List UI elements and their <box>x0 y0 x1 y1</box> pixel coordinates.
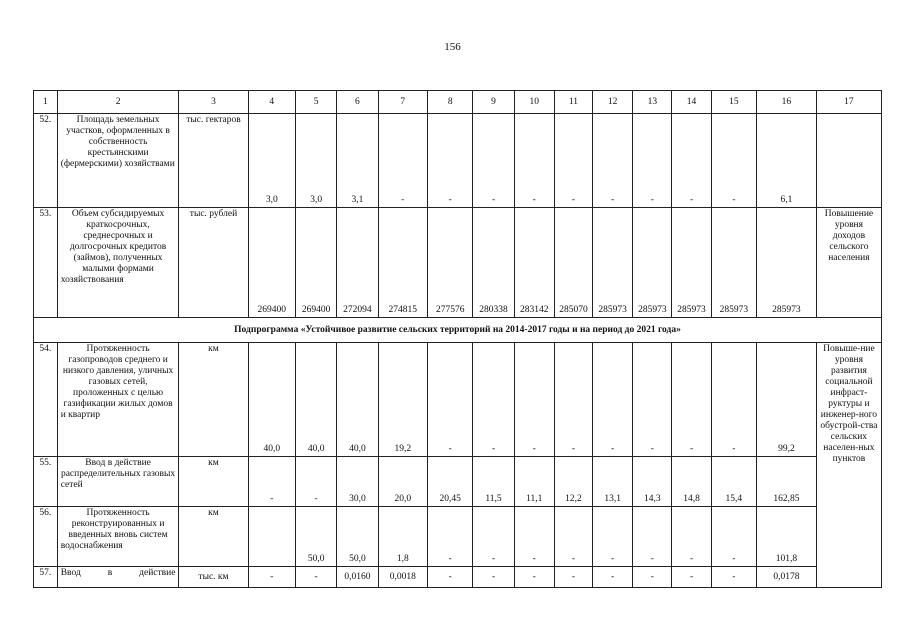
value-cell: - <box>593 343 633 457</box>
header-cell: 17 <box>816 91 881 114</box>
value-cell: 11,1 <box>514 457 554 507</box>
indicator-name: Ввод в действие распределительных газовых сетей <box>57 457 179 507</box>
header-cell: 3 <box>179 91 248 114</box>
header-cell: 14 <box>672 91 711 114</box>
value-cell: - <box>593 507 633 567</box>
value-cell: 285973 <box>593 208 633 318</box>
value-cell: - <box>711 343 756 457</box>
header-cell: 12 <box>593 91 633 114</box>
value-cell: 30,0 <box>337 457 378 507</box>
value-cell: - <box>473 343 514 457</box>
value-cell: 280338 <box>473 208 514 318</box>
value-cell: 269400 <box>248 208 295 318</box>
value-cell: - <box>428 567 473 588</box>
table-row <box>34 567 882 588</box>
value-cell: 285973 <box>633 208 672 318</box>
value-cell: - <box>711 567 756 588</box>
row-number: 54. <box>34 343 58 457</box>
unit-cell: тыс. гектаров <box>179 114 248 208</box>
value-cell: 283142 <box>514 208 554 318</box>
value-cell: - <box>554 343 592 457</box>
value-cell: - <box>473 567 514 588</box>
value-cell: 101,8 <box>757 507 817 567</box>
table-row <box>34 457 882 507</box>
value-cell: - <box>514 507 554 567</box>
header-cell: 16 <box>757 91 817 114</box>
value-cell: 285070 <box>554 208 592 318</box>
value-cell: - <box>593 114 633 208</box>
value-cell: - <box>473 507 514 567</box>
note-cell: Повышение уровня доходов сельского населения <box>816 208 881 318</box>
header-cell: 6 <box>337 91 378 114</box>
value-cell: 40,0 <box>248 343 295 457</box>
value-cell: - <box>633 114 672 208</box>
subprogram-title: Подпрограмма «Устойчивое развитие сельских территорий на 2014-2017 годы и на период до 2021 года» <box>34 318 882 343</box>
value-cell: 11,5 <box>473 457 514 507</box>
indicator-table <box>33 90 882 588</box>
value-cell: 1,8 <box>378 507 428 567</box>
unit-cell: тыс. рублей <box>179 208 248 318</box>
value-cell: - <box>428 507 473 567</box>
header-cell: 7 <box>378 91 428 114</box>
header-cell: 10 <box>514 91 554 114</box>
value-cell: 0,0018 <box>378 567 428 588</box>
unit-cell: км <box>179 457 248 507</box>
value-cell: 285973 <box>757 208 817 318</box>
value-cell: - <box>378 114 428 208</box>
value-cell: - <box>554 507 592 567</box>
value-cell: - <box>514 567 554 588</box>
table-row <box>34 507 882 567</box>
value-cell: 162,85 <box>757 457 817 507</box>
value-cell: - <box>296 567 337 588</box>
indicator-name: Ввод в действие <box>57 567 179 588</box>
value-cell: - <box>672 567 711 588</box>
value-cell: 285973 <box>672 208 711 318</box>
value-cell: - <box>711 507 756 567</box>
value-cell: - <box>633 567 672 588</box>
value-cell: 40,0 <box>337 343 378 457</box>
value-cell: 50,0 <box>337 507 378 567</box>
value-cell: 274815 <box>378 208 428 318</box>
value-cell <box>248 507 295 567</box>
header-cell: 5 <box>296 91 337 114</box>
value-cell: - <box>296 457 337 507</box>
value-cell: - <box>554 114 592 208</box>
value-cell: 3,1 <box>337 114 378 208</box>
indicator-name: Протяженность газопроводов среднего и низкого давления, уличных газовых сетей, проложенных с целью газификации жилых домов и квартир <box>57 343 179 457</box>
note-cell <box>816 114 881 208</box>
value-cell: 20,45 <box>428 457 473 507</box>
value-cell: 285973 <box>711 208 756 318</box>
value-cell: - <box>672 114 711 208</box>
value-cell: 15,4 <box>711 457 756 507</box>
table-row <box>34 343 882 457</box>
value-cell: - <box>672 507 711 567</box>
value-cell: 19,2 <box>378 343 428 457</box>
value-cell: 40,0 <box>296 343 337 457</box>
row-number: 53. <box>34 208 58 318</box>
page-number: 156 <box>444 41 461 53</box>
header-cell: 15 <box>711 91 756 114</box>
value-cell: 13,1 <box>593 457 633 507</box>
value-cell: - <box>711 114 756 208</box>
header-row <box>34 91 882 114</box>
note-cell-group: Повыше-ние уровня развития социальной инфраст-руктуры и инженер-ного обустрой-ства сельских населен-ных пунктов <box>816 343 881 588</box>
value-cell: - <box>428 114 473 208</box>
value-cell: 12,2 <box>554 457 592 507</box>
value-cell: 14,8 <box>672 457 711 507</box>
table-row <box>34 208 882 318</box>
value-cell: - <box>554 567 592 588</box>
value-cell: 0,0160 <box>337 567 378 588</box>
value-cell: - <box>473 114 514 208</box>
table-row <box>34 114 882 208</box>
value-cell: 3,0 <box>296 114 337 208</box>
value-cell: 50,0 <box>296 507 337 567</box>
value-cell: - <box>248 567 295 588</box>
value-cell: 3,0 <box>248 114 295 208</box>
value-cell: - <box>514 114 554 208</box>
value-cell: 20,0 <box>378 457 428 507</box>
value-cell: - <box>633 507 672 567</box>
indicator-name: Площадь земельных участков, оформленных в собственность крестьянскими (фермерскими) хозяйствами <box>57 114 179 208</box>
value-cell: - <box>593 567 633 588</box>
value-cell: 272094 <box>337 208 378 318</box>
value-cell: - <box>428 343 473 457</box>
value-cell: - <box>633 343 672 457</box>
value-cell: 269400 <box>296 208 337 318</box>
value-cell: 6,1 <box>757 114 817 208</box>
header-cell: 8 <box>428 91 473 114</box>
unit-cell: км <box>179 507 248 567</box>
row-number: 55. <box>34 457 58 507</box>
row-number: 56. <box>34 507 58 567</box>
indicator-name: Протяженность реконструированных и введенных вновь систем водоснабжения <box>57 507 179 567</box>
header-cell: 9 <box>473 91 514 114</box>
value-cell: - <box>514 343 554 457</box>
header-cell: 13 <box>633 91 672 114</box>
value-cell: - <box>672 343 711 457</box>
value-cell: 14,3 <box>633 457 672 507</box>
unit-cell: тыс. км <box>179 567 248 588</box>
value-cell: 99,2 <box>757 343 817 457</box>
subprogram-row <box>34 318 882 343</box>
indicator-name: Объем субсидируемых краткосрочных, среднесрочных и долгосрочных кредитов (займов), полученных малыми формами хозяйствования <box>57 208 179 318</box>
row-number: 52. <box>34 114 58 208</box>
unit-cell: км <box>179 343 248 457</box>
row-number: 57. <box>34 567 58 588</box>
header-cell: 11 <box>554 91 592 114</box>
value-cell: 277576 <box>428 208 473 318</box>
header-cell: 1 <box>34 91 58 114</box>
value-cell: 0,0178 <box>757 567 817 588</box>
header-cell: 4 <box>248 91 295 114</box>
header-cell: 2 <box>57 91 179 114</box>
value-cell: - <box>248 457 295 507</box>
